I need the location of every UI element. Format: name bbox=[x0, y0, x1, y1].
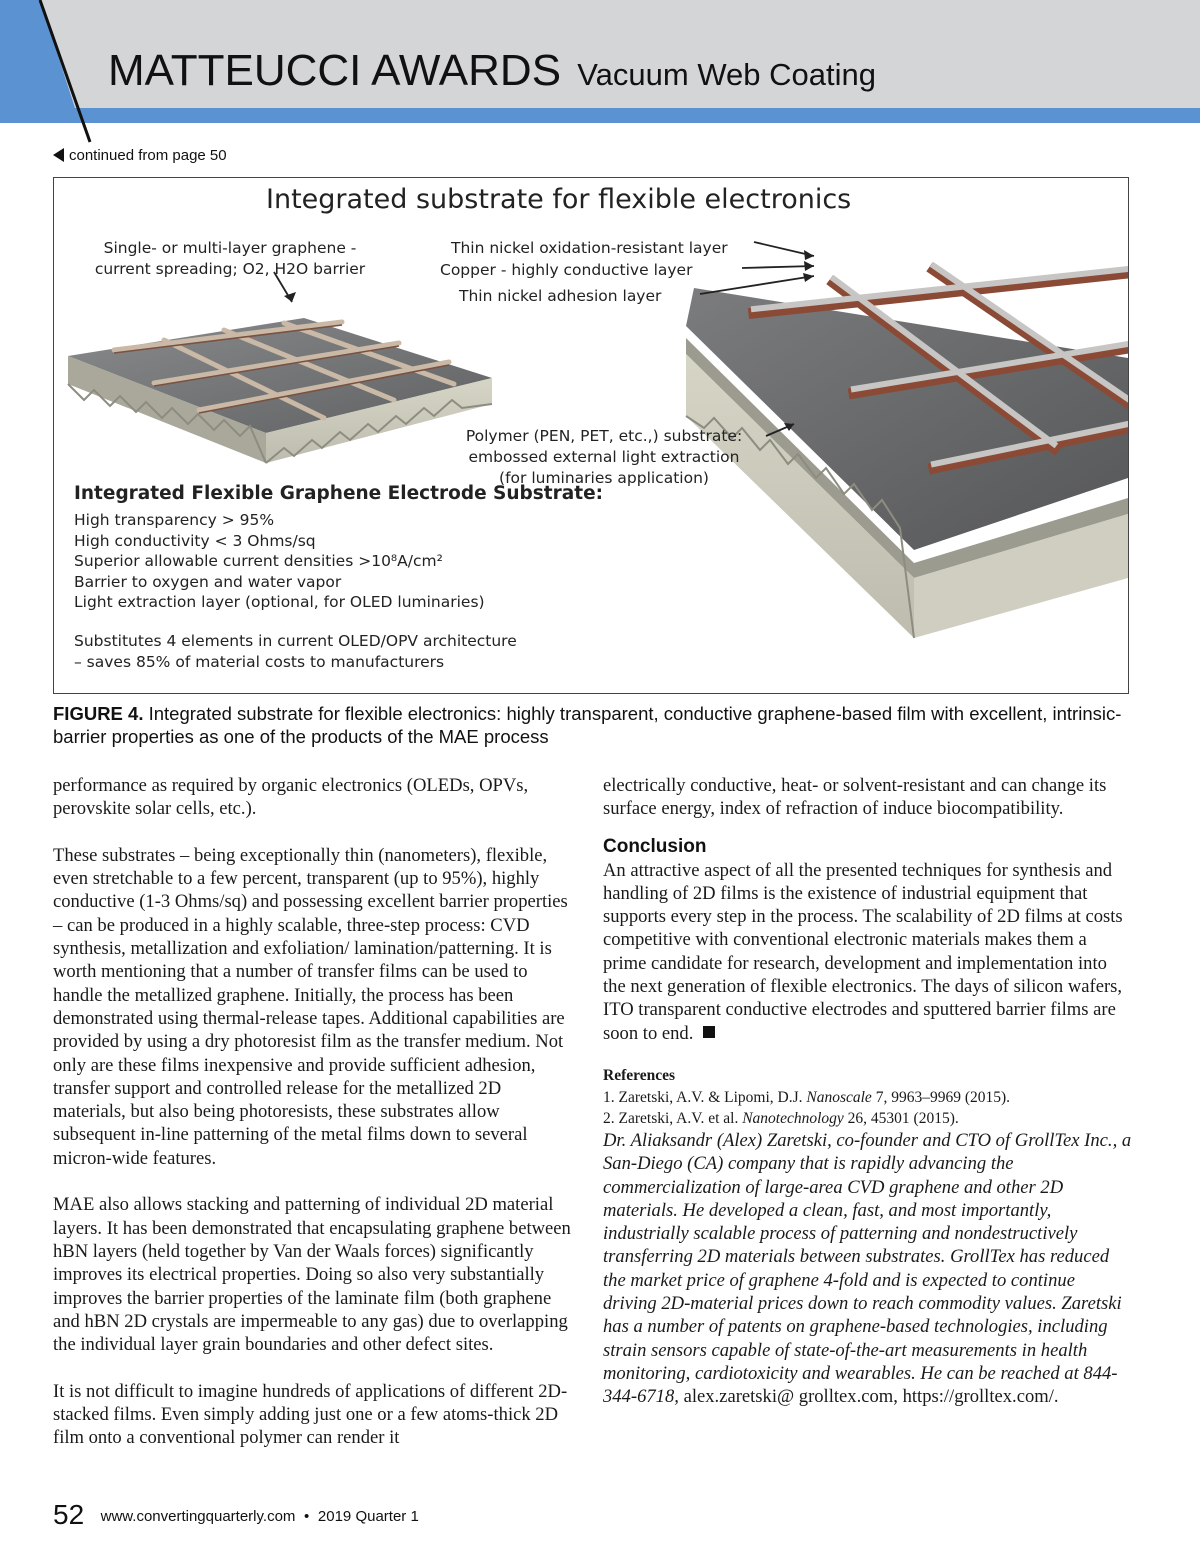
page-footer bbox=[53, 1499, 419, 1531]
continued-note: continued from page 50 bbox=[53, 147, 227, 164]
graphene-label: Single- or multi-layer graphene - current spreading; O2, H2O barrier bbox=[94, 239, 366, 278]
figure-title: Integrated substrate for flexible electronics bbox=[266, 184, 852, 215]
caption-text: Integrated substrate for flexible electronics: highly transparent, conductive graphene-based film with excellent, intrinsic-barrier properties as one of the products of the MAE process bbox=[53, 703, 1122, 747]
references-list bbox=[603, 1087, 1133, 1129]
polymer-label: Polymer (PEN, PET, etc.,) substrate: embossed external light extraction (for luminaries application) bbox=[465, 427, 743, 487]
figure-caption bbox=[53, 702, 1143, 748]
footer-issue: 2019 Quarter 1 bbox=[317, 1508, 419, 1525]
feature-item: Superior allowable current densities >10⁸A/cm² bbox=[74, 552, 443, 570]
footer-separator: • bbox=[299, 1508, 314, 1525]
body-paragraph: performance as required by organic electronics (OLEDs, OPVs, perovskite solar cells, etc.). bbox=[53, 775, 529, 820]
header-accent-stripe bbox=[0, 108, 1200, 123]
references-heading: References bbox=[603, 1066, 676, 1084]
section-subtitle: Vacuum Web Coating bbox=[577, 57, 876, 92]
right-column bbox=[603, 774, 1133, 1409]
section-title: MATTEUCCI AWARDS bbox=[108, 46, 562, 95]
figure-4 bbox=[53, 177, 1129, 694]
caption-label: FIGURE 4. bbox=[53, 703, 144, 724]
reference-item: 2. Zaretski, A.V. et al. Nanotechnology 26, 45301 (2015). bbox=[603, 1109, 959, 1127]
body-paragraph: These substrates – being exceptionally thin (nanometers), flexible, even stretchable to a few percent, transparent (up to 95%), highly conductive (1-3 Ohms/sq) and possessing excellent barrier properties – can be produced in a highly scalable, three-step process: CVD synthesis, metallization and exfoliation/ lamination/patterning. It is worth mentioning that a number of transfer films can be used to handle the metallized graphene. Initially, the process has been demonstrated using thermal-release tapes. Additional capabilities are provided by using a dry photoresist film as the transfer medium. Not only are these films inexpensive and provide sufficient adhesion, transfer support and controlled release for the metallized 2D materials, but also being photoresists, these substrates allow subsequent in-line patterning of the metal films down to several micron-wide features. bbox=[53, 844, 568, 1169]
body-paragraph: electrically conductive, heat- or solvent-resistant and can change its surface energy, index of refraction of induce biocompatibility. bbox=[603, 775, 1107, 820]
page-number: 52 bbox=[53, 1499, 85, 1530]
conclusion-paragraph: An attractive aspect of all the presented techniques for synthesis and handling of 2D films is the existence of industrial equipment that supports every step in the process. The scalability of 2D films at costs competitive with conventional electronic materials makes them a prime candidate for research, development and implementation into the next generation of flexible electronics. The days of silicon wafers, ITO transparent conductive electrodes and sputtered barrier films are soon to end. bbox=[603, 859, 1123, 1044]
corner-accent-shape bbox=[0, 0, 110, 150]
end-of-article-mark bbox=[703, 1026, 715, 1038]
copper-label: Copper - highly conductive layer bbox=[440, 261, 693, 279]
figure-heading: Integrated Flexible Graphene Electrode Substrate: bbox=[74, 483, 604, 504]
body-paragraph: It is not difficult to imagine hundreds of applications of different 2D-stacked films. Even simply adding just one or a few atoms-thick 2D film onto a conventional polymer can render it bbox=[53, 1380, 568, 1449]
page-header-title bbox=[108, 46, 876, 100]
feature-item: Light extraction layer (optional, for OLED luminaries) bbox=[74, 593, 485, 611]
left-column bbox=[53, 774, 578, 1450]
body-paragraph: MAE also allows stacking and patterning of individual 2D material layers. It has been demonstrated that encapsulating graphene between hBN layers (held together by Van der Waals forces) significantly improves its electrical properties. Doing so also very substantially improves the barrier properties of the laminate film (both graphene and hBN 2D crystals are impermeable to any gas) due to overlapping the individual layer grain boundaries and other defect sites. bbox=[53, 1194, 571, 1356]
feature-list bbox=[74, 510, 485, 613]
nickel-top-label: Thin nickel oxidation-resistant layer bbox=[451, 239, 728, 257]
feature-item: High transparency > 95% bbox=[74, 511, 275, 529]
feature-item: High conductivity < 3 Ohms/sq bbox=[74, 531, 316, 550]
figure-summary: Substitutes 4 elements in current OLED/OPV architecture – saves 85% of material costs to manufacturers bbox=[74, 632, 517, 671]
back-arrow-icon bbox=[53, 148, 64, 162]
author-contact: alex.zaretski@ grolltex.com, https://grolltex.com/. bbox=[678, 1386, 1059, 1408]
conclusion-heading: Conclusion bbox=[603, 835, 707, 857]
nickel-bottom-label: Thin nickel adhesion layer bbox=[459, 287, 662, 305]
footer-website: www.convertingquarterly.com bbox=[100, 1508, 296, 1525]
reference-item: 1. Zaretski, A.V. & Lipomi, D.J. Nanoscale 7, 9963–9969 (2015). bbox=[603, 1088, 1011, 1106]
feature-item: Barrier to oxygen and water vapor bbox=[74, 572, 342, 591]
author-bio: Dr. Aliaksandr (Alex) Zaretski, co-founder and CTO of GrollTex Inc., a San-Diego (CA) company that is rapidly advancing the commercialization of large-area CVD graphene and other 2D materials. He developed a clean, fast, and most importantly, industrially scalable process of patterning and nondestructively transferring 2D materials between substrates. GrollTex has reduced the market price of graphene 4-fold and is expected to continue driving 2D-material prices down to reach commodity values. Zaretski has a number of patents on graphene-based technologies, including strain sensors capable of state-of-the-art measurements in health monitoring, cardiotoxicity and wearables. He can be reached at 844-344-6718, alex.zaretski@ grolltex.com, https://grolltex.com/. bbox=[603, 1129, 1132, 1408]
left-substrate-block bbox=[68, 318, 492, 463]
